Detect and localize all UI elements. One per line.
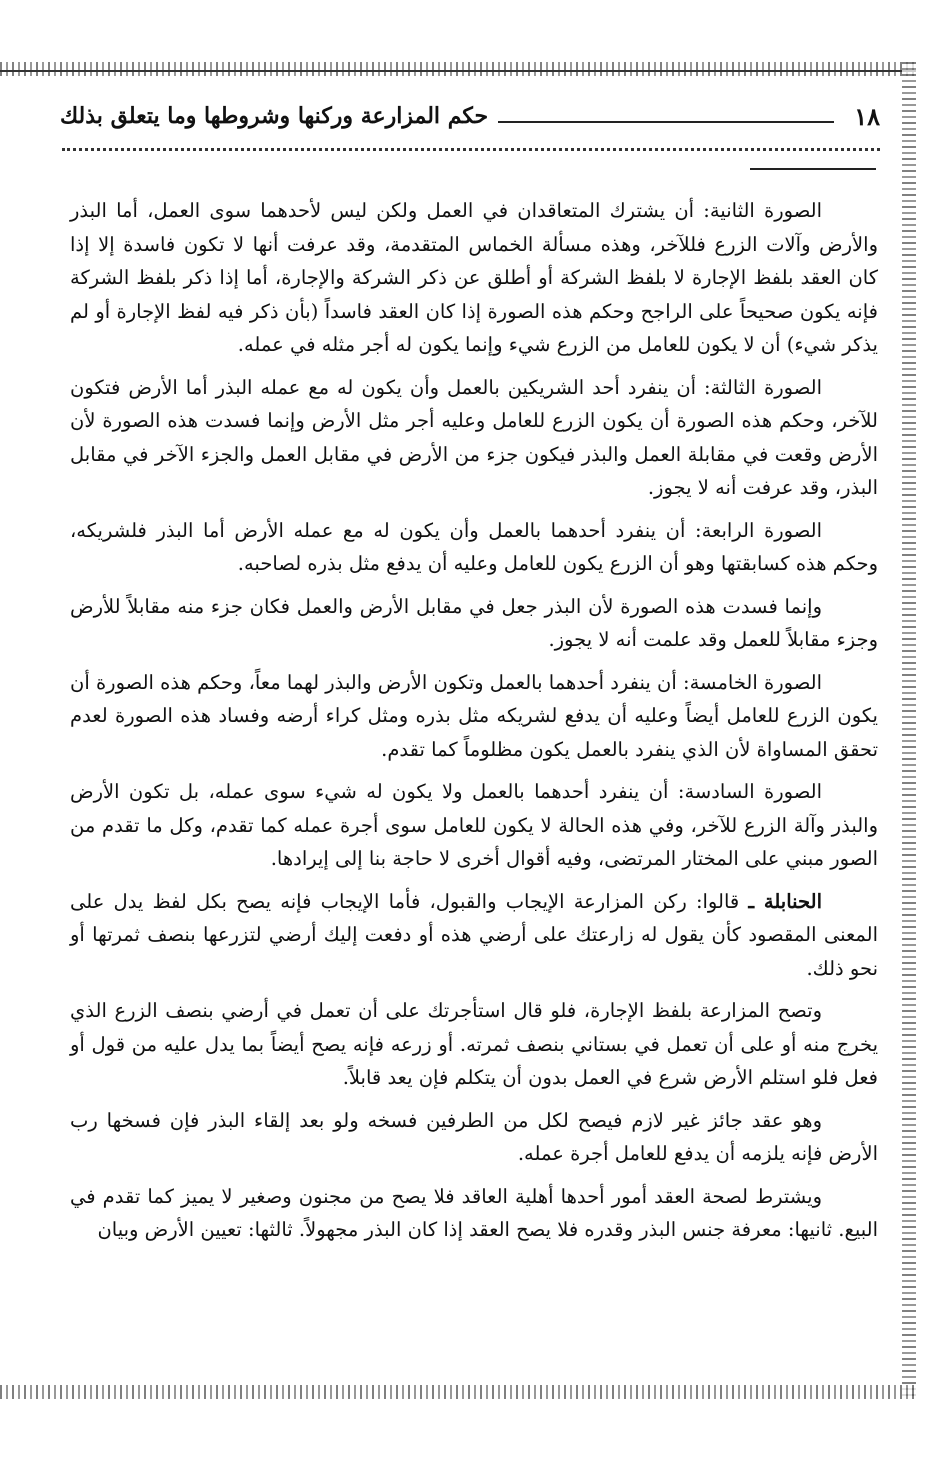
paragraph-lead: الحنابلة ـ: [748, 889, 822, 913]
paragraph: الصورة الرابعة: أن ينفرد أحدهما بالعمل وأن يكون له مع عمله الأرض أما البذر فلشريكه، وحكم هذه كسابقتها وهو أن الزرع يكون للعامل وعليه أن يدفع مثل بذره لصاحبه.: [70, 518, 878, 575]
paragraph: وإنما فسدت هذه الصورة لأن البذر جعل في مقابل الأرض والعمل فكان جزء منه مقابلاً للأرض وجزء مقابلاً للعمل وقد علمت أنه لا يجوز.: [70, 594, 878, 651]
paragraph: الصورة الخامسة: أن ينفرد أحدهما بالعمل وتكون الأرض والبذر لهما معاً، وحكم هذه الصورة أن يكون الزرع للعامل أيضاً وعليه أن يدفع لشريكه مثل بذره ومثل كراء أرضه وفساد هذه الصورة لعدم تحقق المساواة لأن الذي ينفرد بالعمل يكون مظلوماً كما تقدم.: [70, 670, 878, 761]
border-top-line: [0, 70, 916, 72]
ornamental-border-right: [902, 62, 916, 1399]
short-rule: [750, 168, 876, 170]
paragraph: وتصح المزارعة بلفظ الإجارة، فلو قال استأجرتك على أن تعمل في أرضي بنصف الزرع الذي يخرج منه أو على أن تعمل في بستاني بنصف ثمرته. أو زرعه فإنه يصح أيضاً بما يدل عليه من قول أو فعل فلو استلم الأرض شرع في العمل بدون أن يتكلم فإن يعد قابلاً.: [70, 999, 878, 1089]
page-body: [70, 194, 878, 1256]
dotted-separator: [62, 138, 880, 151]
ornamental-border-top: [0, 62, 916, 76]
paragraph: الصورة السادسة: أن ينفرد أحدهما بالعمل ولا يكون له شيء سوى عمله، بل تكون الأرض والبذر وآلة الزرع للآخر، وفي هذه الحالة لا يكون للعامل سوى أجرة عمله كما تقدم، وكل ما تقدم من الصور مبني على المختار المرتضى، وفيه أقوال أخرى لا حاجة بنا إلى إيرادها.: [70, 780, 878, 870]
paragraph: وهو عقد جائز غير لازم فيصح لكل من الطرفين فسخه ولو بعد إلقاء البذر فإن فسخها رب الأرض فإنه يلزمه أن يدفع للعامل أجرة عمله.: [70, 1108, 878, 1165]
ornamental-border-bottom: [0, 1385, 916, 1399]
page-header: [60, 96, 880, 136]
header-rule: [498, 121, 834, 123]
paragraph: ويشترط لصحة العقد أمور أحدها أهلية العاقد فلا يصح من مجنون وصغير لا يميز كما تقدم في البيع. ثانيها: معرفة جنس البذر وقدره فلا يصح العقد إذا كان البذر مجهولاً. ثالثها: تعيين الأرض وبيان: [70, 1184, 878, 1241]
paragraph: الصورة الثالثة: أن ينفرد أحد الشريكين بالعمل وأن يكون له مع عمله البذر أما الأرض فتكون للآخر، وحكم هذه الصورة أن يكون الزرع للعامل وعليه أجر مثل الأرض وإنما فسدت هذه الصورة لأن الأرض وقعت في مقابلة العمل والبذر فيكون جزء من الأرض في مقابل العمل والجزء الآخر في مقابل البذر، وقد عرفت أنه لا يجوز.: [70, 375, 878, 499]
page-number: ١٨: [854, 101, 880, 131]
running-title: حكم المزارعة وركنها وشروطها وما يتعلق بذلك: [60, 103, 489, 129]
paragraph: الحنابلة ـ قالوا: ركن المزارعة الإيجاب والقبول، فأما الإيجاب فإنه يصح بكل لفظ يدل على المعنى المقصود كأن يقول له زارعتك على أرضي هذه أو دفعت إليك أرضي لتزرعها بنصف ثمرتها أو نحو ذلك.: [70, 889, 878, 980]
paragraph: الصورة الثانية: أن يشترك المتعاقدان في العمل ولكن ليس لأحدهما سوى العمل، أما البذر والأرض وآلات الزرع فللآخر، وهذه مسألة الخماس المتقدمة، وقد عرفت أنها لا تكون فاسدة إلا إذا كان العقد بلفظ الإجارة لا بلفظ الشركة أو أطلق عن ذكر الشركة والإجارة، أما إذا ذكر بلفظ الشركة فإنه يكون صحيحاً على الراجح وحكم هذه الصورة إذا كان العقد فاسداً (بأن ذكر فيه لفظ الإجارة أو لم يذكر شيء) أن لا يكون للعامل من الزرع شيء وإنما يكون له أجر مثله في عمله.: [70, 199, 878, 356]
